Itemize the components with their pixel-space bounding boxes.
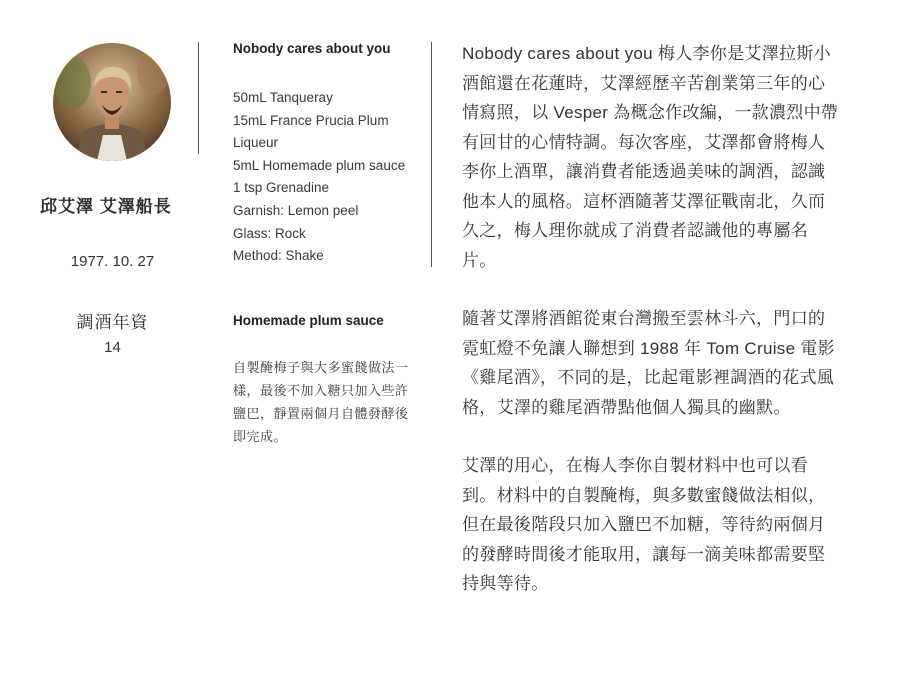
ingredient-item: 15mL France Prucia Plum Liqueur xyxy=(233,112,389,151)
column-divider-left xyxy=(198,42,199,154)
experience-years: 14 xyxy=(104,339,121,356)
ingredient-item: Glass: Rock xyxy=(233,225,306,241)
bartender-avatar xyxy=(53,43,171,161)
bartender-photo-icon xyxy=(53,43,171,161)
ingredient-list xyxy=(233,87,423,268)
column-divider-right xyxy=(431,42,432,267)
article-paragraph: 隨著艾澤將酒館從東台灣搬至雲林斗六，門口的霓虹燈不免讓人聯想到 1988 年 Tom Cruise 電影《雞尾酒》，不同的是，比起電影裡調酒的花式風格，艾澤的雞尾酒帶點他個人獨具的幽默。 xyxy=(462,309,835,417)
article-paragraph: Nobody cares about you 梅人李你是艾澤拉斯小酒館還在花蓮時，艾澤經歷辛苦創業第三年的心情寫照，以 Vesper 為概念作改編，一款濃烈中帶有回甘的心情特調。每次客座，艾澤都會將梅人李你上酒單，讓消費者能透過美味的調酒，認識他本人的風格。這杯酒隨著艾澤征戰南北，久而久之，梅人理你就成了消費者認識他的專屬名片。 xyxy=(462,44,839,270)
ingredient-item: 5mL Homemade plum sauce xyxy=(233,157,406,173)
ingredient-item: Method: Shake xyxy=(233,248,324,264)
ingredient-item: 50mL Tanqueray xyxy=(233,90,333,105)
ingredient-item: 1 tsp Grenadine xyxy=(233,180,330,196)
sauce-description: 自製醃梅子與大多蜜餞做法一樣，最後不加入糖只加入些許鹽巴，靜置兩個月自體發酵後即完成。 xyxy=(233,360,409,444)
bartender-name: 邱艾澤 艾澤船長 xyxy=(40,197,172,216)
ingredient-item: Garnish: Lemon peel xyxy=(233,202,359,218)
sauce-title: Homemade plum sauce xyxy=(233,313,384,328)
article-body xyxy=(462,39,842,628)
article-paragraph: 艾澤的用心，在梅人李你自製材料中也可以看到。材料中的自製醃梅，與多數蜜餞做法相似，但在最後階段只加入鹽巴不加糖，等待約兩個月的發酵時間後才能取用，讓每一滴美味都需要堅持與等待。 xyxy=(462,456,826,593)
recipe-title: Nobody cares about you xyxy=(233,41,391,56)
experience-label: 調酒年資 xyxy=(76,313,149,332)
birth-date: 1977. 10. 27 xyxy=(70,253,155,270)
